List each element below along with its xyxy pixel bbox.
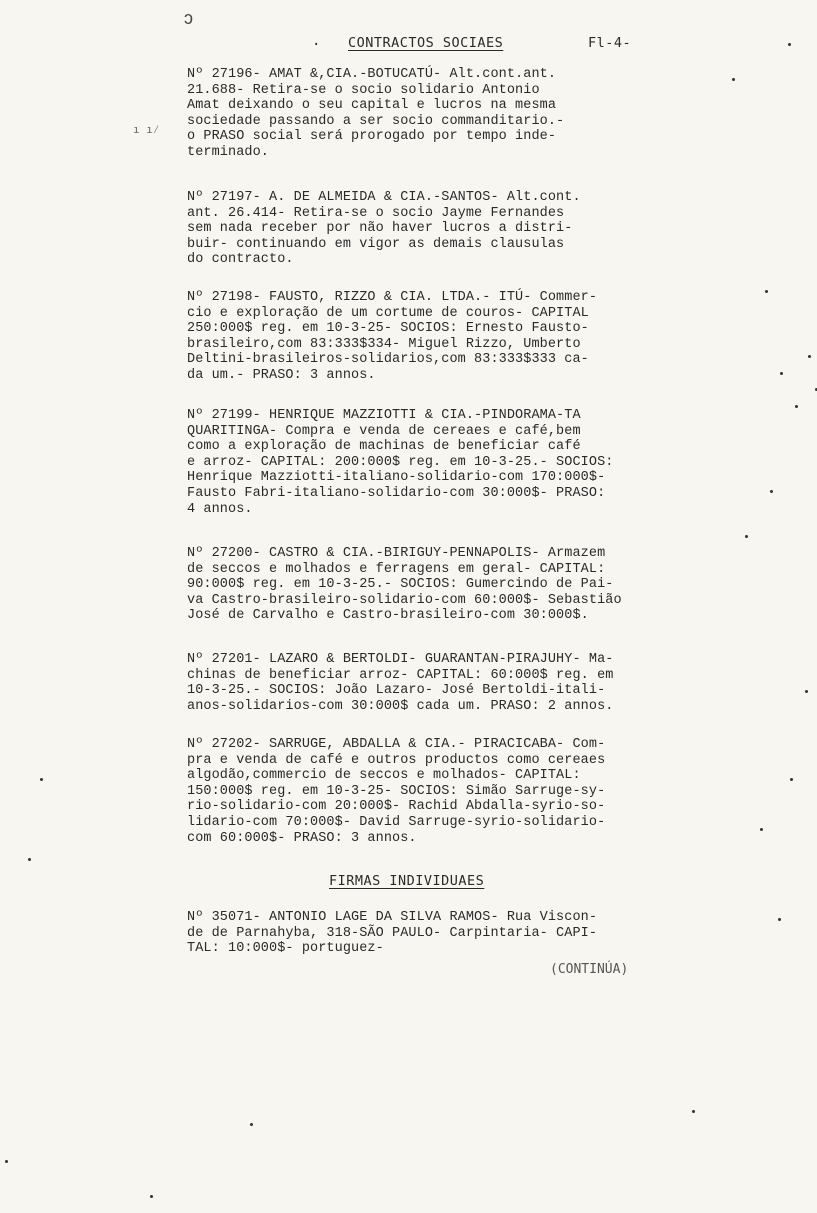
continua-label: (CONTINÚA) — [550, 962, 629, 977]
section-title-firmas: FIRMAS INDIVIDUAES — [329, 873, 485, 889]
scan-speck — [770, 490, 773, 493]
scan-speck — [745, 535, 748, 538]
margin-mark: ı ı⁄ — [133, 123, 160, 136]
scan-speck — [692, 1110, 695, 1113]
header-dot: · — [312, 37, 321, 53]
page-number: Fl-4- — [588, 35, 632, 51]
scan-speck — [790, 778, 793, 781]
scan-speck — [765, 290, 768, 293]
contract-entry-27197: Nº 27197- A. DE ALMEIDA & CIA.-SANTOS- Alt.cont. ant. 26.414- Retira-se o socio Jayme Fernandes sem nada receber por não haver lucros a distri- buir- continuando em vigor as demais clausulas do contracto. — [187, 190, 581, 268]
contract-entry-27200: Nº 27200- CASTRO & CIA.-BIRIGUY-PENNAPOLIS- Armazem de seccos e molhados e ferragens em geral- CAPITAL: 90:000$ reg. em 10-3-25.- SOCIOS: Gumercindo de Pai- va Castro-brasileiro-solidario-com 60:000$- Sebastião José de Carvalho e Castro-brasileiro-com 30:000$. — [187, 546, 622, 624]
contract-entry-27198: Nº 27198- FAUSTO, RIZZO & CIA. LTDA.- ITÚ- Commer- cio e exploração de um cortume de couros- CAPITAL 250:000$ reg. em 10-3-25- SOCIOS: Ernesto Fausto- brasileiro,com 83:333$334- Miguel Rizzo, Umberto Deltini-brasileiros-solidarios,com 83:333$333 ca- da um.- PRASO: 3 annos. — [187, 290, 598, 383]
scan-speck — [5, 1160, 8, 1163]
page-header — [0, 33, 817, 55]
scan-speck — [778, 918, 781, 921]
contract-entry-27199: Nº 27199- HENRIQUE MAZZIOTTI & CIA.-PINDORAMA-TA QUARITINGA- Compra e venda de cereaes e café,bem como a exploração de machinas de beneficiar café e arroz- CAPITAL: 200:000$ reg. em 10-3-25.- SOCIOS: Henrique Mazziotti-italiano-solidario-com 170:000$- Fausto Fabri-italiano-solidario-com 30:000$- PRASO: 4 annos. — [187, 408, 614, 517]
scan-speck — [760, 828, 763, 831]
contract-entry-27196: Nº 27196- AMAT &,CIA.-BOTUCATÚ- Alt.cont.ant. 21.688- Retira-se o socio solidario Antonio Amat deixando o seu capital e lucros na mesma sociedade passando a ser socio commanditario.- o PRASO social será prorogado por tempo inde- terminado. — [187, 67, 565, 160]
scan-speck — [795, 405, 798, 408]
contract-entry-27202: Nº 27202- SARRUGE, ABDALLA & CIA.- PIRACICABA- Com- pra e venda de café e outros productos como cereaes algodão,commercio de seccos e molhados- CAPITAL: 150:000$ reg. em 10-3-25- SOCIOS: Simão Sarruge-sy- rio-solidario-com 20:000$- Rachid Abdalla-syrio-so- lidario-com 70:000$- David Sarruge-syrio-solidario- com 60:000$- PRASO: 3 annos. — [187, 737, 606, 846]
contract-entry-27201: Nº 27201- LAZARO & BERTOLDI- GUARANTAN-PIRAJUHY- Ma- chinas de beneficiar arroz- CAPITAL: 60:000$ reg. em 10-3-25.- SOCIOS: João Lazaro- José Bertoldi-itali- anos-solidarios-com 30:000$ cada um. PRASO: 2 annos. — [187, 652, 614, 714]
scan-speck — [788, 43, 791, 46]
scan-speck — [28, 858, 31, 861]
scan-speck — [808, 355, 811, 358]
scan-speck — [780, 372, 783, 375]
scan-speck — [805, 690, 808, 693]
firma-entry-35071: Nº 35071- ANTONIO LAGE DA SILVA RAMOS- Rua Viscon- de de Parnahyba, 318-SÃO PAULO- Carpintaria- CAPI- TAL: 10:000$- portuguez- — [187, 910, 598, 957]
page-title: CONTRACTOS SOCIAES — [348, 35, 504, 51]
scan-speck — [732, 78, 735, 81]
scan-speck — [150, 1195, 153, 1198]
scan-speck — [40, 778, 43, 781]
corner-mark: ↄ — [183, 8, 194, 29]
scan-speck — [250, 1123, 253, 1126]
